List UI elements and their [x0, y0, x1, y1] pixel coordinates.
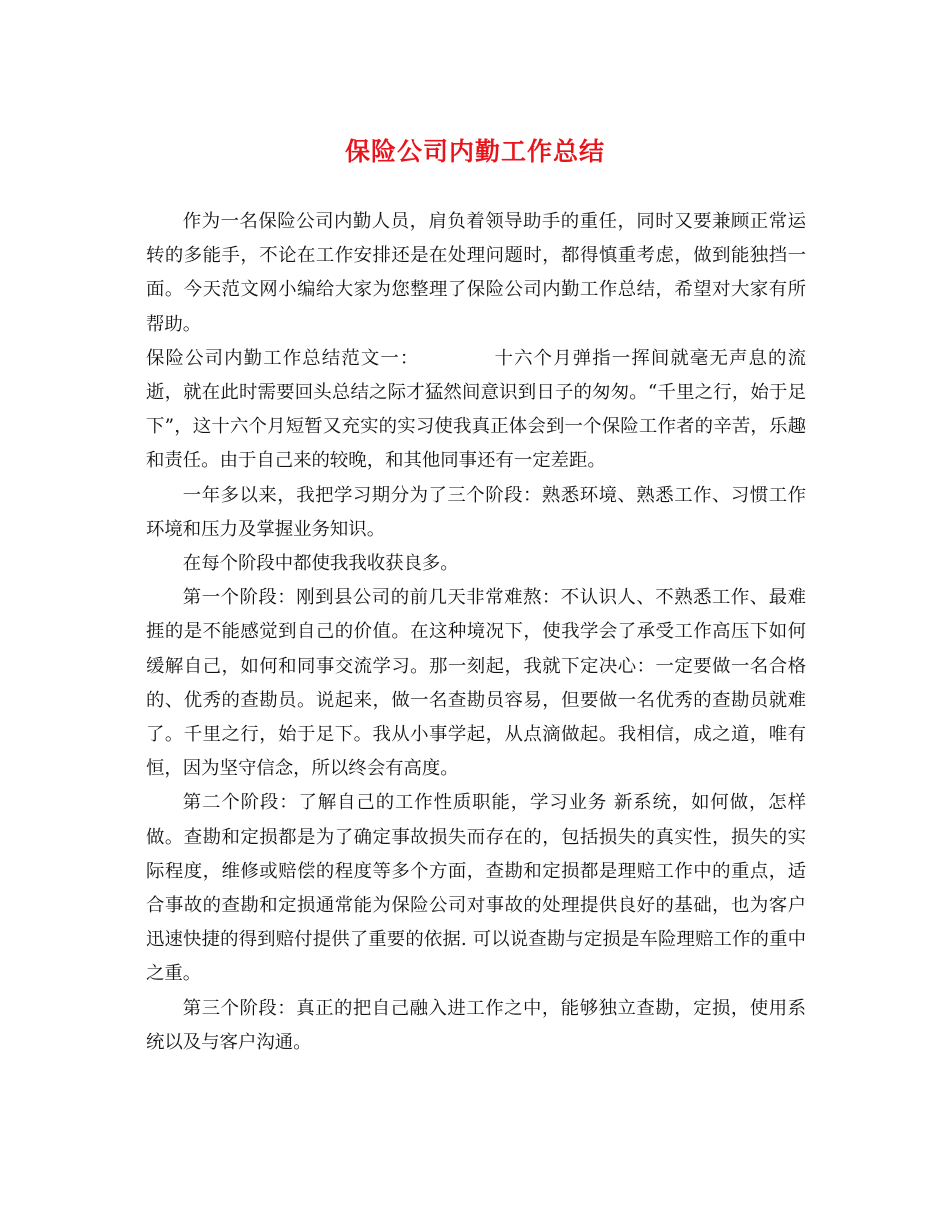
document-title: 保险公司内勤工作总结: [344, 137, 605, 166]
body-paragraph-stage-three: 第三个阶段：真正的把自己融入进工作之中，能够独立查勘，定损，使用系统以及与客户沟通。: [146, 997, 806, 1053]
body-paragraph-stage-one: 第一个阶段：刚到县公司的前几天非常难熬：不认识人、不熟悉工作、最难捱的是不能感觉到自己的价值。在这种境况下，使我学会了承受工作高压下如何缓解自己，如何和同事交流学习。那一刻起，我就下定决心：一定要做一名合格的、优秀的查勘员。说起来，做一名查勘员容易，但要做一名优秀的查勘员就难了。千里之行，始于足下。我从小事学起，从点滴做起。我相信，成之道，唯有恒，因为坚守信念，所以终会有高度。: [146, 587, 806, 780]
sample-opening: 十六个月弹指一挥间就毫无声息的流逝，就在此时需要回头总结之际才猛然间意识到日子的匆匆。“千里之行，始于足下”，这十六个月短暂又充实的实习使我真正体会到一个保险工作者的辛苦，乐趣和责任。由于自己来的较晚，和其他同事还有一定差距。: [146, 347, 806, 472]
sample-heading: 保险公司内勤工作总结范文一：: [146, 347, 420, 369]
intro-paragraph: 作为一名保险公司内勤人员，肩负着领导助手的重任，同时又要兼顾正常运转的多能手，不论在工作安排还是在处理问题时，都得慎重考虑，做到能独挡一面。今天范文网小编给大家为您整理了保险公司内勤工作总结，希望对大家有所帮助。: [146, 211, 806, 335]
body-paragraph-stages: 一年多以来，我把学习期分为了三个阶段：熟悉环境、熟悉工作、习惯工作环境和压力及掌握业务知识。: [146, 484, 806, 540]
body-paragraph-gains: 在每个阶段中都使我我收获良多。: [182, 553, 459, 575]
document-body: [146, 205, 806, 1060]
sample-paragraph: [146, 342, 806, 479]
body-paragraph-stage-two: 第二个阶段：了解自己的工作性质职能，学习业务 新系统，如何做，怎样做。查勘和定损都是为了确定事故损失而存在的，包括损失的真实性，损失的实际程度，维修或赔偿的程度等多个方面，查勘和定损都是理赔工作中的重点，适合事故的查勘和定损通常能为保险公司对事故的处理提供良好的基础，也为客户迅速快捷的得到赔付提供了重要的依据. 可以说查勘与定损是车险理赔工作的重中之重。: [146, 792, 806, 985]
